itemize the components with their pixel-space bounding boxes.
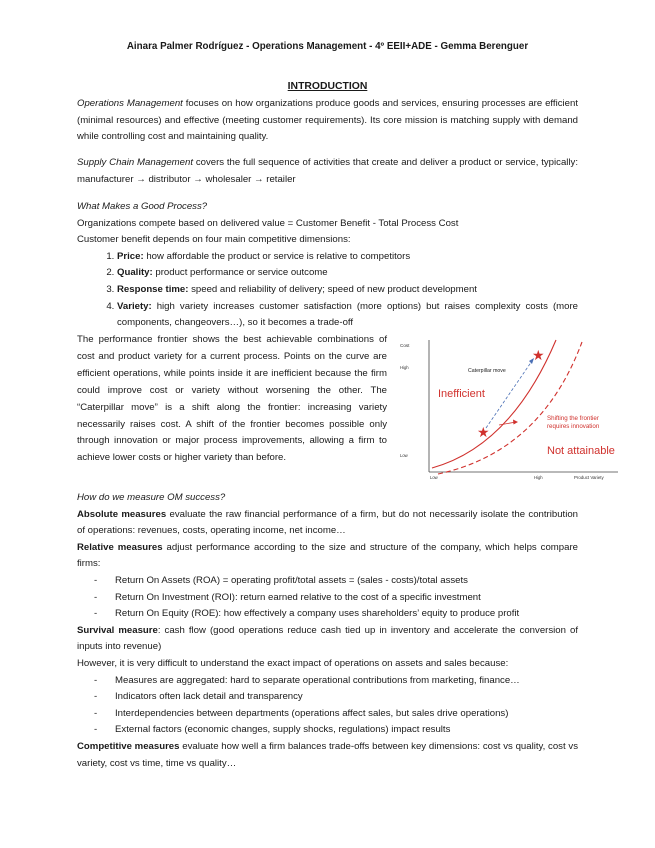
y-axis-label: Cost [400,343,410,348]
x-axis-label: Product Variety [574,475,604,480]
list-item: - External factors (economic changes, supply shocks, regulations) impact results [77,722,578,739]
y-tick-high: High [400,365,409,370]
absolute-measures: Absolute measures evaluate the raw financial performance of a firm, but do not necessarily isolate the contribution of operations: revenues, costs, operating income, net income… [77,508,579,537]
delivered-value-line: Organizations compete based on delivered value = Customer Benefit - Total Process Cost [77,217,459,229]
star-icon: ★ [477,424,490,440]
shift-label-2: requires innovation [547,423,600,430]
page-title: INTRODUCTION [287,81,368,92]
scm-text: covers the full sequence of activities that create and deliver a product or service, typically: manufacturer → distributor → wholesaler → retailer [77,157,578,185]
good-process-heading: What Makes a Good Process? [77,201,208,212]
om-definition [77,96,578,146]
inefficient-label: Inefficient [438,388,485,400]
x-tick-high: High [534,475,543,480]
list-item: - Interdependencies between departments (operations affect sales, but sales drive operations) [77,706,578,723]
star-icon: ★ [532,347,545,363]
good-process-section [77,199,578,332]
performance-frontier-text: The performance frontier shows the best achievable combinations of cost and product variety for a current process. Points on the curve are efficient operations, while points inside it are inefficient because the firm could improve cost or variety without worsening the other. The “Caterpillar move” is a shift along the frontier: increasing variety necessarily raises cost. A shift of the frontier becomes possible only through innovation or major process improvements, allowing a firm to achieve lower costs or higher variety than before. [77,334,387,464]
list-item: 1. Price: how affordable the product or service is relative to competitors [117,249,578,266]
list-item: - Return On Assets (ROA) = operating profit/total assets = (sales - costs)/total assets [77,573,578,590]
benefit-dimensions-line: Customer benefit depends on four main competitive dimensions: [77,234,351,246]
scm-definition [77,155,578,188]
om-term: Operations Management [77,98,183,109]
relative-measures-list [77,573,578,623]
list-item: 3. Response time: speed and reliability of delivery; speed of new product development [117,282,578,299]
x-tick-low: Low [430,475,438,480]
not-attainable-label: Not attainable [547,445,615,457]
survival-measure: Survival measure: cash flow (good operations reduce cash tied up in inventory and accelerate the conversion of inputs into revenue) [77,624,578,653]
y-tick-low: Low [400,453,408,458]
caterpillar-move-label: Caterpillar move [468,368,506,374]
om-text: focuses on how organizations produce goods and services, ensuring processes are efficient (minimal resources) and effective (meeting customer requirements). Its core mission is matching supply with demand while controlling cost and maintaining quality. [77,98,578,143]
difficulties-list [77,673,578,739]
relative-measures: Relative measures adjust performance according to the size and structure of the company, which helps compare firms: [77,541,578,570]
dimensions-list [77,249,578,332]
competitive-measures: Competitive measures evaluate how well a firm balances trade-offs between key dimensions: cost vs quality, cost vs variety, cost vs time, time vs quality… [77,740,578,769]
om-success-section [77,490,578,772]
om-success-heading: How do we measure OM success? [77,492,226,503]
page-header: Ainara Palmer Rodríguez - Operations Management - 4º EEII+ADE - Gemma Berenguer [126,41,529,52]
shift-label-1: Shifting the frontier [547,415,599,422]
list-item: - Measures are aggregated: hard to separate operational contributions from marketing, finance… [77,673,578,690]
arrow-head-icon [513,420,518,425]
list-item: 4. Variety: high variety increases customer satisfaction (more options) but raises complexity costs (more components, changeovers…), so it becomes a trade-off [117,299,578,332]
list-item: - Return On Equity (ROE): how effectively a company uses shareholders’ equity to produce profit [77,606,578,623]
list-item: - Return On Investment (ROI): return earned relative to the cost of a specific investment [77,590,578,607]
scm-term: Supply Chain Management [77,157,194,168]
list-item: 2. Quality: product performance or service outcome [117,265,578,282]
however-line: However, it is very difficult to understand the exact impact of operations on assets and sales because: [77,657,509,669]
performance-frontier-figure [396,334,626,482]
list-item: - Indicators often lack detail and transparency [77,689,578,706]
